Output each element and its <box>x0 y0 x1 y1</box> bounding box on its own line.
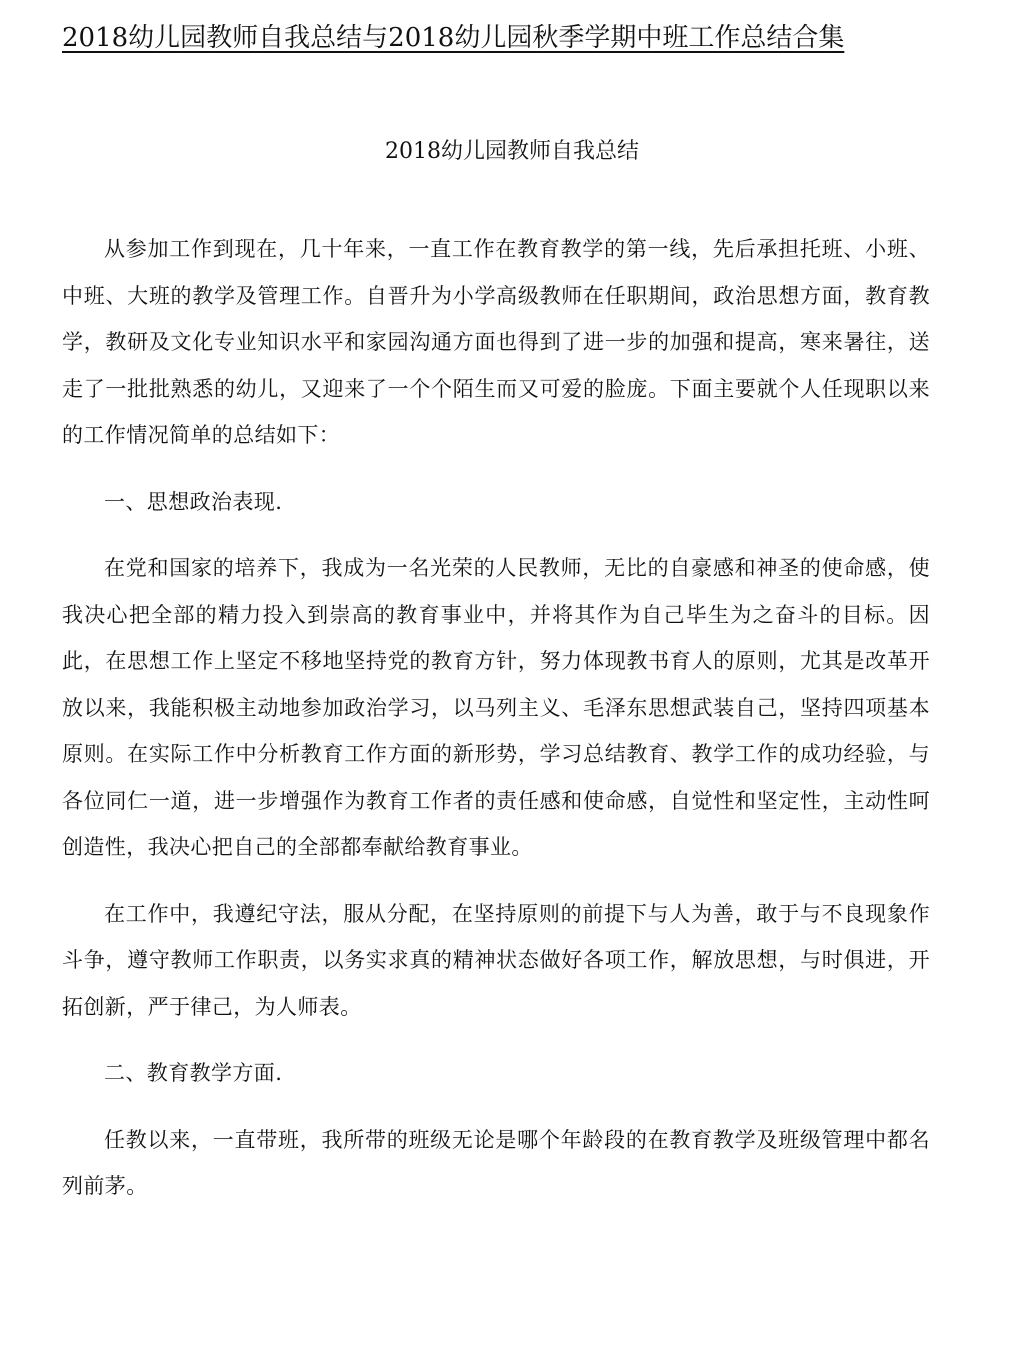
paragraph-work-conduct: 在工作中，我遵纪守法，服从分配，在坚持原则的前提下与人为善，敢于与不良现象作斗争，遵守教师工作职责，以务实求真的精神状态做好各项工作，解放思想，与时俱进，开拓创新，严于律己，为人师表。 <box>62 901 930 1019</box>
heading-ideology: 一、思想政治表现. <box>104 489 283 514</box>
paragraph-intro: 从参加工作到现在，几十年来，一直工作在教育教学的第一线，先后承担托班、小班、中班、大班的教学及管理工作。自晋升为小学高级教师在任职期间，政治思想方面，教育教学，教研及文化专业知识水平和家园沟通方面也得到了进一步的加强和提高，寒来暑往，送走了一批批熟悉的幼儿，又迎来了一个个陌生而又可爱的脸庞。下面主要就个人任现职以来的工作情况简单的总结如下： <box>62 237 930 447</box>
document-title: 2018幼儿园教师自我总结与2018幼儿园秋季学期中班工作总结合集 <box>62 23 845 53</box>
heading-teaching: 二、教育教学方面. <box>104 1061 283 1085</box>
section-title: 2018幼儿园教师自我总结 <box>385 139 639 164</box>
document-body <box>62 226 930 1210</box>
paragraph-ideology: 在党和国家的培养下，我成为一名光荣的人民教师，无比的自豪感和神圣的使命感，使我决心把全部的精力投入到崇高的教育事业中，并将其作为自己毕生为之奋斗的目标。因此，在思想工作上坚定不移地坚持党的教育方针，努力体现教书育人的原则，尤其是改革开放以来，我能积极主动地参加政治学习，以马列主义、毛泽东思想武装自己，坚持四项基本原则。在实际工作中分析教育工作方面的新形势，学习总结教育、教学工作的成功经验，与各位同仁一道，进一步增强作为教育工作者的责任感和使命感，自觉性和坚定性，主动性呵创造性，我决心把自己的全部都奉献给教育事业。 <box>62 556 930 859</box>
paragraph-teaching: 任教以来，一直带班，我所带的班级无论是哪个年龄段的在教育教学及班级管理中都名列前茅。 <box>62 1127 930 1198</box>
